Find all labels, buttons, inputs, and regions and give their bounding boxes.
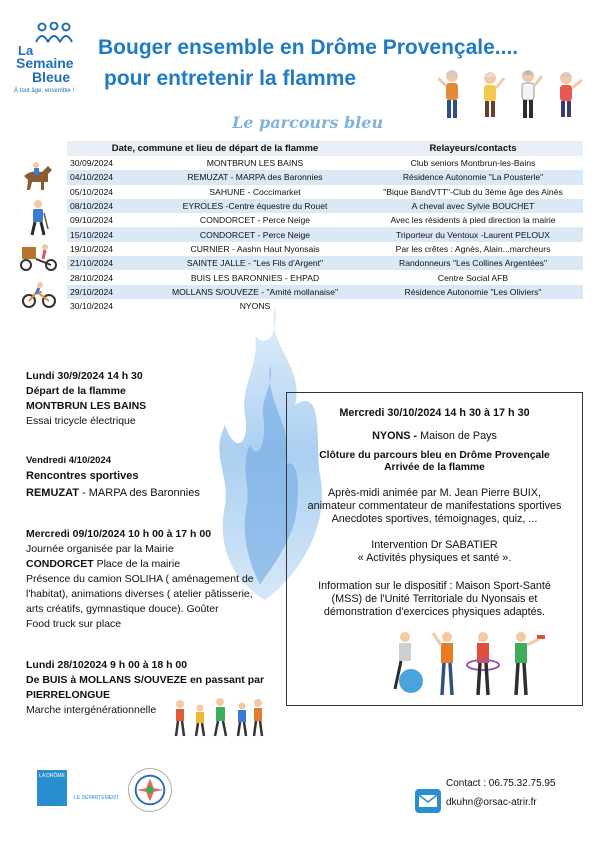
cell-relay: A cheval avec Sylvie BOUCHET <box>363 199 583 213</box>
cell-relay: "Bique BandVTT"-Club du 3ème âge des Ainés <box>383 186 563 197</box>
closing-place <box>287 430 582 443</box>
cell-relay: Par les crêtes : Agnès, Alain...marcheurs <box>395 243 551 254</box>
cell-relay: Triporteur du Ventoux -Laurent PELOUX <box>363 227 583 241</box>
table-row <box>67 199 583 213</box>
cell-relay: Centre Social AFB <box>437 272 509 283</box>
cell-place: CONDORCET - Perce Neige <box>147 227 363 241</box>
event-line: Présence du camion SOLIHA ( aménagement de <box>26 573 254 585</box>
event-line: Journée organisée par la Mairie <box>26 543 174 555</box>
cell-place: MONTBRUN LES BAINS <box>206 158 304 169</box>
cell-date: 30/10/2024 <box>70 301 114 312</box>
mail-icon <box>415 789 441 813</box>
box-text-line: démonstration d'exercices physiques adaptés. <box>323 606 546 618</box>
closing-event-box <box>286 392 583 706</box>
event-line: MONTBRUN LES BAINS <box>26 400 147 412</box>
page-title-line-2: pour entretenir la flamme <box>104 67 357 90</box>
cell-date: 08/10/2024 <box>67 199 147 213</box>
logo-line-3: Bleue <box>32 69 71 85</box>
table-header-row <box>67 141 583 156</box>
event-line: Food truck sur place <box>26 618 122 630</box>
box-text-line: Intervention Dr SABATIER <box>371 539 498 551</box>
people-icon <box>34 22 74 44</box>
cell-date: 21/10/2024 <box>67 256 147 270</box>
exercising-seniors-illustration <box>387 629 559 699</box>
table-row <box>67 256 583 270</box>
cell-place: REMUZAT - MARPA des Baronnies <box>147 170 363 184</box>
closing-place-venue: Maison de Pays <box>417 430 497 442</box>
cell-place: CONDORCET - Perce Neige <box>199 215 311 226</box>
closing-date: Mercredi 30/10/2024 14 h 30 à 17 h 30 <box>339 407 530 419</box>
event-line: Essai tricycle électrique <box>26 415 136 427</box>
event-heading: Mercredi 09/10/2024 10 h 00 à 17 h 00 <box>26 528 212 540</box>
relay-schedule-table <box>67 141 583 313</box>
box-text-line: (MSS) de l'Unité Territoriale du Nyonsais et <box>331 593 538 605</box>
box-text-line: Information sur le dispositif : Maison Sport-Santé <box>318 580 551 592</box>
semaine-bleue-logo <box>14 22 92 100</box>
cell-relay <box>363 299 583 313</box>
cell-date: 15/10/2024 <box>67 227 147 241</box>
cell-date: 19/10/2024 <box>70 243 114 254</box>
table-row <box>67 185 583 199</box>
table-row <box>67 227 583 241</box>
cell-place: BUIS LES BARONNIES - EHPAD <box>190 272 320 283</box>
cell-relay: Avec les résidents à pied direction la mairie <box>390 215 556 226</box>
hikers-illustration <box>170 694 266 738</box>
closing-place-town: NYONS - <box>372 430 418 442</box>
contact-phone: Contact : 06.75.32.75.95 <box>446 778 556 789</box>
closing-title-2: Arrivée de la flamme <box>384 462 485 473</box>
logo-line-1: La <box>18 43 34 58</box>
event-line: De BUIS à MOLLANS S/OUVEZE en passant par <box>26 674 265 686</box>
contact-email[interactable]: dkuhn@orsac-atrir.fr <box>446 797 537 808</box>
event-line: Rencontres sportives <box>26 470 139 482</box>
cell-relay: Résidence Autonomie "La Pousterle" <box>363 170 583 184</box>
logo-tagline: À tout âge, ensemble ! <box>14 88 75 94</box>
cell-date: 28/10/2024 <box>70 272 114 283</box>
event-condorcet <box>26 527 254 632</box>
column-header-relays: Relayeurs/contacts <box>363 141 583 156</box>
cell-place: NYONS <box>239 301 271 312</box>
logo-line-2: Semaine <box>16 55 74 71</box>
event-montbrun <box>26 369 146 429</box>
cell-place: SAHUNE - Coccimarket <box>209 186 301 197</box>
event-line: l'habitat), animations diverses ( atelier pâtisserie, <box>26 588 253 600</box>
cell-date: 04/10/2024 <box>67 170 147 184</box>
horse-rider-icon <box>20 160 56 192</box>
event-remuzat <box>26 453 200 502</box>
cargo-bike-icon <box>18 241 58 271</box>
cell-date: 30/09/2024 <box>70 158 114 169</box>
event-heading: Vendredi 4/10/2024 <box>26 455 112 466</box>
table-row <box>67 285 583 299</box>
closing-title-1: Clôture du parcours bleu en Drôme Provençale <box>319 450 550 461</box>
box-text-line: Anecdotes sportives, témoignages, quiz, ... <box>331 513 538 525</box>
table-row <box>67 270 583 284</box>
cell-date: 09/10/2024 <box>70 215 114 226</box>
cell-place: MOLLANS S/OUVEZE - "Amité mollanaise" <box>147 285 363 299</box>
event-line: Départ de la flamme <box>26 385 126 397</box>
event-heading: Lundi 30/9/2024 14 h 30 <box>26 370 143 382</box>
table-row <box>67 213 583 227</box>
box-text-line: Après-midi animée par M. Jean Pierre BUIX, <box>327 487 542 499</box>
event-heading: Lundi 28/102024 9 h 00 à 18 h 00 <box>26 659 188 671</box>
event-line: - MARPA des Baronnies <box>78 487 200 499</box>
event-line: REMUZAT <box>26 487 79 499</box>
event-line: CONDORCET <box>26 558 94 570</box>
cell-relay: Randonneurs "Les Collines Argentées" <box>363 256 583 270</box>
cell-relay: Résidence Autonomie "Les Oliviers" <box>363 285 583 299</box>
box-text-line: « Activités physiques et santé ». <box>357 552 512 564</box>
event-line: Place de la mairie <box>93 558 181 570</box>
column-header-date-place: Date, commune et lieu de départ de la flamme <box>67 141 363 156</box>
walker-icon <box>26 199 50 237</box>
table-row <box>67 156 583 170</box>
event-line: arts créatifs, gymnastique douce). Goûter <box>26 603 219 615</box>
page-title-line-1: Bouger ensemble en Drôme Provençale.... <box>98 36 519 59</box>
dancing-seniors-illustration <box>438 66 586 122</box>
cell-date: 29/10/2024 <box>67 285 147 299</box>
table-row <box>67 242 583 256</box>
drome-department-logo <box>37 770 67 806</box>
cyclist-icon <box>22 282 56 308</box>
event-line: Marche intergénérationnelle <box>26 704 157 716</box>
cell-date: 05/10/2024 <box>70 186 114 197</box>
section-subtitle: Le parcours bleu <box>232 113 384 132</box>
cell-place: EYROLES -Centre équestre du Rouet <box>147 199 363 213</box>
cell-place: SAINTE JALLE - "Les Fils d'Argent" <box>147 256 363 270</box>
cell-place: CURNIER - Aashn Haut Nyonsais <box>190 243 320 254</box>
cell-relay: Club seniors Montbrun-les-Bains <box>410 158 536 169</box>
department-label: LE DÉPARTEMENT <box>74 795 119 801</box>
partner-seal-icon <box>128 768 172 812</box>
event-line: PIERRELONGUE <box>26 689 111 701</box>
box-text-line: animateur commentateur de manifestations sportives <box>307 500 562 512</box>
drome-logo-text: LA DRÔME <box>39 773 65 779</box>
table-row <box>67 170 583 184</box>
